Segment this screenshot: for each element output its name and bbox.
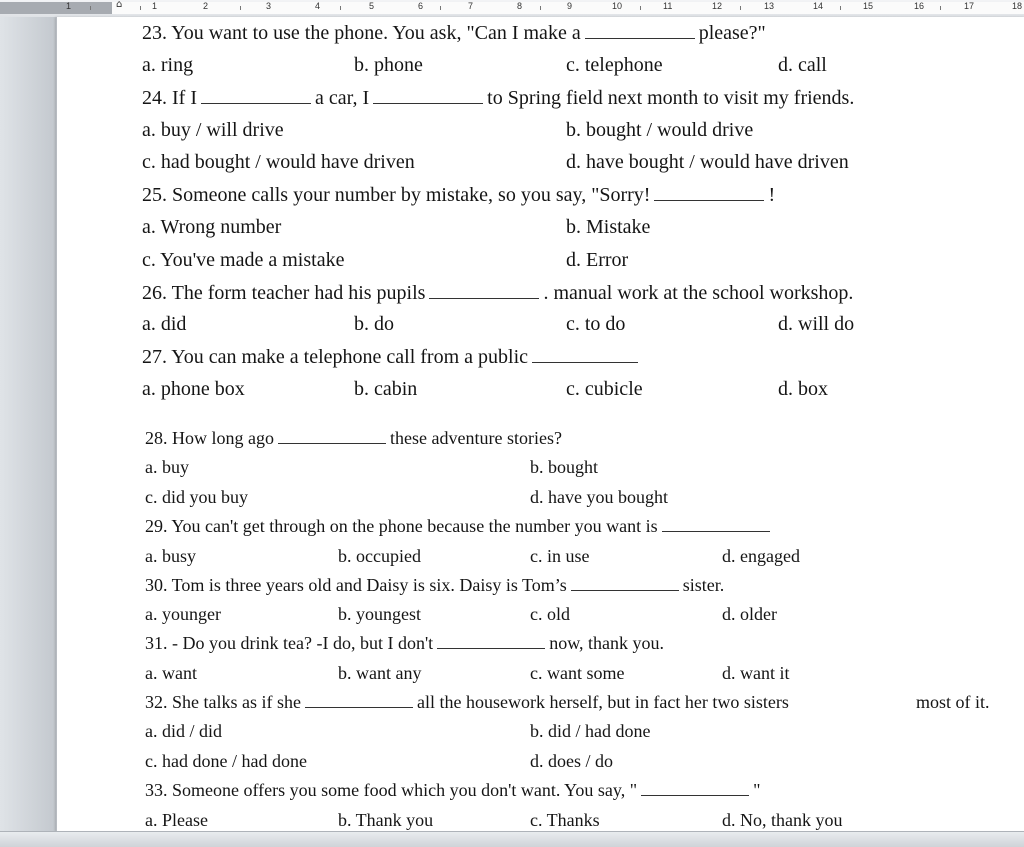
option-b: b. youngest [338,604,421,624]
ruler-tick [840,6,841,10]
option-c: c. want some [530,663,625,683]
option-a: a. buy [145,457,189,477]
answer-blank [437,648,545,649]
option-d: d. does / do [530,751,613,771]
option-c: c. had bought / would have driven [142,151,415,173]
option-c: c. to do [566,313,626,335]
ruler-label: 5 [369,1,375,11]
question-28: 28. How long ago these adventure stories? [145,428,562,448]
ruler-label: 7 [468,1,474,11]
ruler-label: 9 [567,1,573,11]
option-a: a. ring [142,54,194,76]
option-c: c. telephone [566,54,663,76]
ruler-label: 1 [66,1,72,11]
option-b: b. bought / would drive [566,119,754,141]
ruler-label: 12 [712,1,723,11]
option-a: a. did [142,313,187,335]
option-d: d. engaged [722,546,800,566]
option-d: d. older [722,604,777,624]
answer-blank [305,707,413,708]
answer-blank [532,362,638,363]
answer-blank [641,795,749,796]
option-c: c. had done / had done [145,751,307,771]
question-25: 25. Someone calls your number by mistake, so you say, "Sorry! ! [142,184,776,206]
option-d: d. No, thank you [722,810,843,830]
option-d: d. want it [722,663,790,683]
option-b: b. phone [354,54,423,76]
ruler-tick [540,6,541,10]
option-c: c. cubicle [566,378,643,400]
ruler-label: 18 [1012,1,1023,11]
option-c: c. in use [530,546,590,566]
ruler-label: 17 [964,1,975,11]
ruler-tick [740,6,741,10]
option-d: d. Error [566,249,629,271]
option-a: a. Wrong number [142,216,282,238]
ruler-label: 4 [315,1,321,11]
ruler-tick [140,6,141,10]
ruler-label: 6 [418,1,424,11]
option-c: c. Thanks [530,810,600,830]
option-d: d. have bought / would have driven [566,151,849,173]
question-32-tail: most of it. [916,692,990,712]
option-a: a. buy / will drive [142,119,284,141]
question-24: 24. If I a car, I to Spring field next month to visit my friends. [142,87,855,109]
option-b: b. did / had done [530,721,651,741]
option-b: b. bought [530,457,599,477]
ruler-label: 1 [152,1,158,11]
answer-blank [654,200,764,201]
option-c: c. You've made a mistake [142,249,345,271]
ruler-label: 14 [813,1,824,11]
option-b: b. cabin [354,378,418,400]
option-b: b. Mistake [566,216,651,238]
ruler-label: 13 [764,1,775,11]
left-workspace-gutter [0,17,56,832]
option-a: a. younger [145,604,221,624]
indent-marker-icon[interactable]: ⌂ [116,0,123,10]
ruler-label: 11 [663,1,673,11]
ruler-tick [440,6,441,10]
ruler-tick [90,6,91,10]
question-30: 30. Tom is three years old and Daisy is six. Daisy is Tom’s sister. [145,575,725,595]
question-33: 33. Someone offers you some food which you don't want. You say, " " [145,780,761,800]
question-32: 32. She talks as if she all the housework herself, but in fact her two sisters [145,692,789,712]
option-b: b. do [354,313,394,335]
ruler-left-margin [0,2,112,14]
ruler-tick [240,6,241,10]
ruler-label: 16 [914,1,925,11]
ruler-tick [640,6,641,10]
option-b: b. occupied [338,546,421,566]
question-31: 31. - Do you drink tea? -I do, but I don't now, thank you. [145,633,665,653]
answer-blank [571,590,679,591]
option-c: c. old [530,604,570,624]
ruler-label: 15 [863,1,874,11]
option-a: a. phone box [142,378,245,400]
option-b: b. Thank you [338,810,434,830]
question-26: 26. The form teacher had his pupils . manual work at the school workshop. [142,282,854,304]
answer-blank [662,531,770,532]
option-d: d. will do [778,313,855,335]
option-a: a. Please [145,810,208,830]
option-b: b. want any [338,663,422,683]
ruler-tick [940,6,941,10]
question-29: 29. You can't get through on the phone because the number you want is [145,515,774,538]
question-23: 23. You want to use the phone. You ask, "Can I make a please?" [142,22,766,44]
ruler-label: 10 [612,1,623,11]
horizontal-ruler[interactable] [0,0,1024,18]
ruler-label: 2 [203,1,209,11]
answer-blank [201,103,311,104]
option-a: a. busy [145,546,196,566]
option-d: d. box [778,378,828,400]
answer-blank [585,38,695,39]
question-27: 27. You can make a telephone call from a public [142,344,642,370]
answer-blank [278,443,386,444]
ruler-label: 8 [517,1,523,11]
ruler-label: 3 [266,1,272,11]
option-c: c. did you buy [145,487,248,507]
option-a: a. did / did [145,721,222,741]
option-d: d. have you bought [530,487,668,507]
ruler-tick [340,6,341,10]
answer-blank [429,298,539,299]
horizontal-scrollbar[interactable] [0,831,1024,847]
answer-blank [373,103,483,104]
option-a: a. want [145,663,197,683]
option-d: d. call [778,54,827,76]
